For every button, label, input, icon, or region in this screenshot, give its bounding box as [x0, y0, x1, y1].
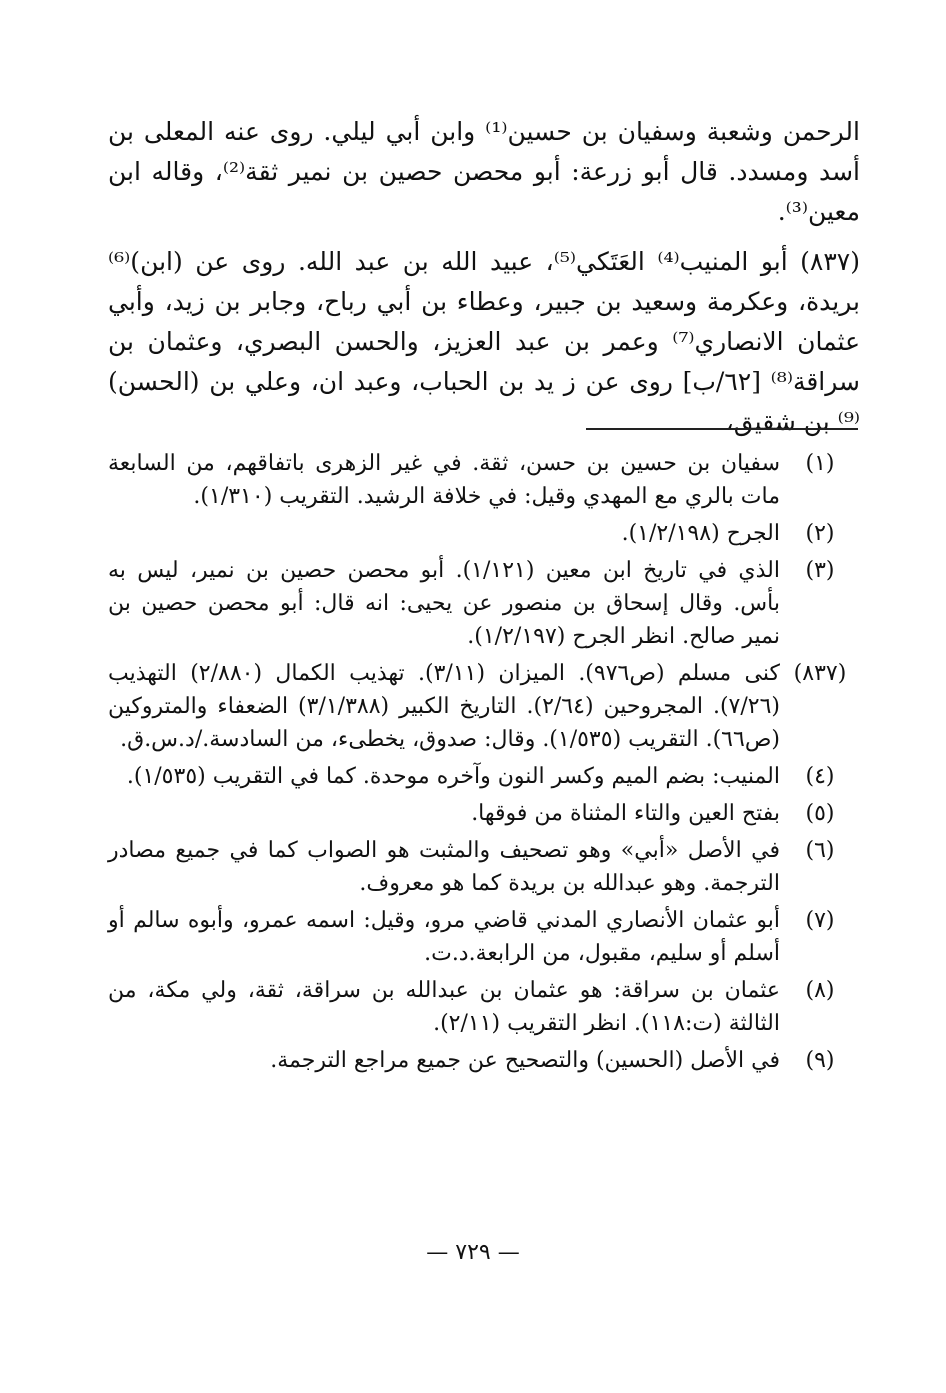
footnote: [108, 974, 860, 1040]
footnote-number: (٥): [805, 801, 835, 826]
footnote-number: (٨٣٧): [793, 661, 847, 686]
footnote-number: (٤): [805, 764, 835, 789]
footnote-separator: [586, 428, 858, 430]
footnote-text: بفتح العين والتاء المثناة من فوقها.: [471, 801, 780, 826]
footnote: [108, 447, 860, 513]
footnote: [108, 554, 860, 653]
footnote-number: (١): [805, 451, 835, 476]
footnote-text: المنيب: بضم الميم وكسر النون وآخره موحدة. كما في التقريب (١/٥٣٥).: [126, 764, 780, 789]
footnote-number: (٩): [805, 1048, 835, 1073]
footnote-text: الذي في تاريخ ابن معين (١/١٢١). أبو محصن حصين بن نمير، ليس به بأس. وقال إسحاق بن منصور عن يحيى: انه قال: أبو محصن حصين بن نمير صالح. انظر الجرح (١/٢/١٩٧).: [108, 558, 780, 649]
footnote-number: (٣): [805, 558, 835, 583]
footnote-text: كنى مسلم (ص٩٧٦). الميزان (٣/١١). تهذيب الكمال (٢/٨٨٠) التهذيب (٧/٢٦). المجروحين (٢/٦٤). التاريخ الكبير (٣/١/٣٨٨) الضعفاء والمتروكين (ص٦٦). التقريب (١/٥٣٥). وقال: صدوق، يخطىء، من السادسة./د.س.ق.: [108, 661, 781, 752]
footnote-number: (٢): [805, 521, 835, 546]
footnote-text: الجرح (١/٢/١٩٨).: [621, 521, 780, 546]
footnote-number: (٧): [805, 908, 835, 933]
footnote: [108, 760, 860, 793]
paragraph-entry-837: (٨٣٧) أبو المنيب⁽⁴⁾ العَتَكي⁽⁵⁾، عبيد الله بن عبد الله. روى عن (ابن)⁽⁶⁾ بريدة، وعكرمة وسعيد بن جبير، وعطاء بن أبي رباح، وجابر بن زيد، وأبي عثمان الانصاري⁽⁷⁾ وعمر بن عبد العزيز، والحسن البصري، وعثمان بن سراقة⁽⁸⁾ [٦٢/ب] روى عن ز يد بن الحباب، وعبد ان، وعلي بن (الحسن)⁽⁹⁾ بن شقيق،: [108, 247, 860, 436]
footnote-number: (٦): [805, 838, 835, 863]
footnote: [108, 657, 860, 756]
footnote-number: (٨): [805, 978, 835, 1003]
footnote-text: في الأصل «أبي» وهو تصحيف والمثبت هو الصواب كما في جميع مصادر الترجمة. وهو عبدالله بن بريدة كما هو معروف.: [108, 838, 780, 896]
footnote-text: في الأصل (الحسين) والتصحيح عن جميع مراجع الترجمة.: [270, 1048, 780, 1073]
footnote: [108, 1044, 860, 1077]
footnotes: [108, 447, 860, 1081]
footnote-text: عثمان بن سراقة: هو عثمان بن عبدالله بن سراقة، ثقة، ولي مكة، من الثالثة (ت:١١٨). انظر التقريب (٢/١١).: [108, 978, 780, 1036]
main-text: [108, 112, 860, 442]
footnote: [108, 904, 860, 970]
footnote: [108, 834, 860, 900]
footnote: [108, 797, 860, 830]
page-number: — ٧٢٩ —: [426, 1240, 520, 1265]
footnote: [108, 517, 860, 550]
footnote-text: أبو عثمان الأنصاري المدني قاضي مرو، وقيل: اسمه عمرو، وأبوه سالم أو أسلم أو سليم، مقبول، من الرابعة.د.ت.: [108, 908, 780, 966]
paragraph-continuation: الرحمن وشعبة وسفيان بن حسين⁽¹⁾ وابن أبي ليلي. روى عنه المعلى بن أسد ومسدد. قال أبو زرعة: أبو محصن حصين بن نمير ثقة⁽²⁾، وقاله ابن معين⁽³⁾.: [108, 117, 861, 226]
footnote-text: سفيان بن حسين بن حسن، ثقة. في غير الزهرى باتفاقهم، من السابعة مات بالري مع المهدي وقيل: في خلافة الرشيد. التقريب (١/٣١٠).: [108, 451, 780, 509]
